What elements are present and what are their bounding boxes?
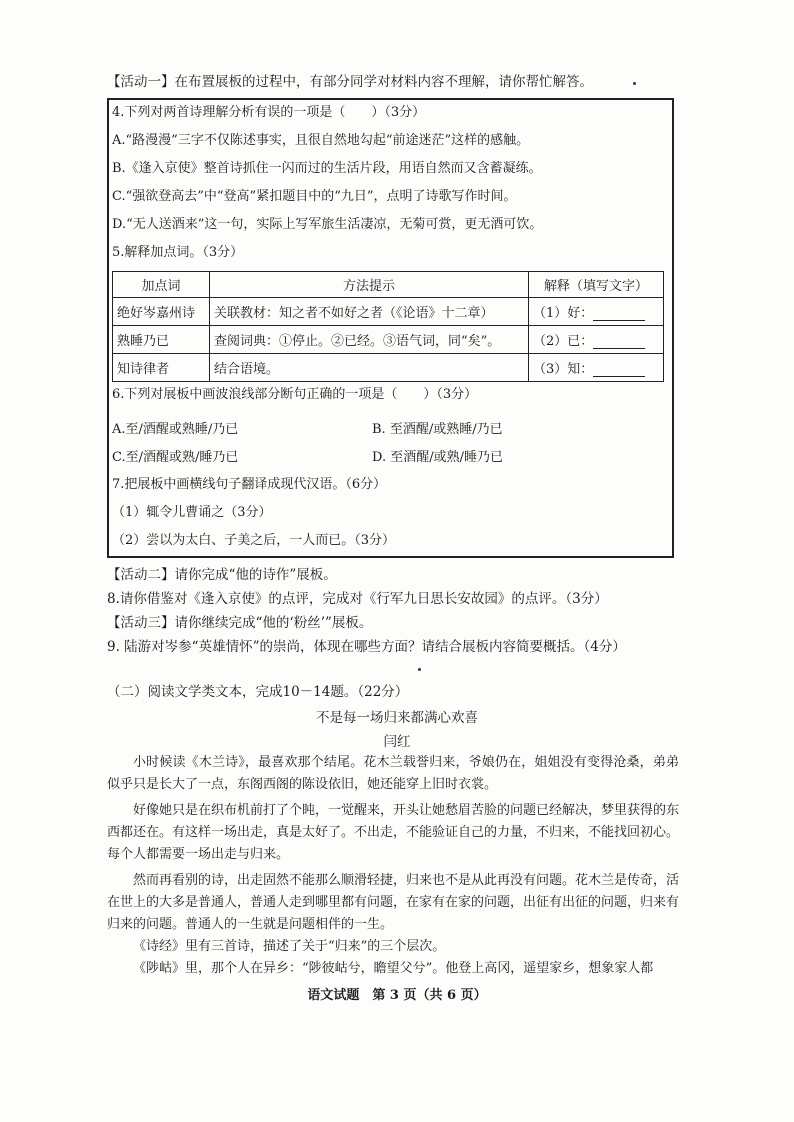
activity2-intro: 【活动二】请你完成“他的诗作”展板。	[107, 567, 337, 583]
answer-label: （2）已：	[533, 334, 594, 349]
q5-table	[112, 271, 664, 382]
table-cell: 结合语境。	[210, 354, 529, 382]
table-header: 解释（填写文字）	[529, 272, 664, 298]
article-paragraph-4: 《诗经》里有三首诗，描述了关于“归来”的三个层次。	[133, 939, 446, 954]
table-cell: 关联教材：知之者不如好之者（《论语》十二章）	[210, 298, 529, 326]
table-cell: 绝好岑嘉州诗	[113, 298, 210, 326]
q6-option-b: B. 至酒醒/或熟睡/乃已	[372, 422, 503, 437]
q7-item-1: （1）辄令儿曹诵之（3分）	[112, 505, 272, 520]
q7-stem: 7.把展板中画横线句子翻译成现代汉语。（6分）	[112, 477, 387, 492]
q6-option-d: D. 至酒醒/或熟/睡乃已	[372, 450, 503, 465]
q5-stem: 5.解释加点词。（3分）	[112, 245, 244, 260]
article-author: 闫红	[383, 734, 411, 750]
section2-heading: （二）阅读文学类文本，完成10－14题。（22分）	[107, 684, 409, 700]
table-row	[113, 354, 664, 382]
q4-option-a: A.“路漫漫”三字不仅陈述事实，且很自然地勾起“前途迷茫”这样的感触。	[112, 133, 530, 148]
table-row	[113, 298, 664, 326]
q4-option-c: C.“强欲登高去”中“登高”紧扣题目中的“九日”，点明了诗歌写作时间。	[112, 189, 517, 204]
article-paragraph-5: 《陟岵》里，那个人在异乡：“陟彼岵兮，瞻望父兮”。他登上高冈，遥望家乡，想象家人都	[133, 961, 654, 976]
activity3-intro: 【活动三】请你继续完成“他的‘粉丝’”展板。	[107, 615, 373, 631]
q6-option-a: A.至/酒醒或熟睡/乃已	[112, 422, 239, 437]
answer-label: （1）好：	[533, 306, 594, 321]
ink-dot	[418, 668, 421, 671]
answer-blank[interactable]	[593, 362, 645, 377]
table-cell: 查阅词典：①停止。②已经。③语气词，同“矣”。	[210, 326, 529, 354]
answer-blank[interactable]	[593, 306, 645, 321]
q9-stem: 9. 陆游对岑参“英雄情怀”的崇尚，体现在哪些方面？请结合展板内容简要概括。（4分）	[107, 639, 626, 655]
table-header: 方法提示	[210, 272, 529, 298]
q4-stem: 4.下列对两首诗理解分析有误的一项是（ ）（3分）	[112, 105, 426, 120]
q4-option-b: B.《逢入京使》整首诗抓住一闪而过的生活片段，用语自然而又含蓄凝练。	[112, 161, 542, 176]
answer-label: （3）知：	[533, 362, 594, 377]
answer-cell	[529, 326, 664, 354]
answer-cell	[529, 354, 664, 382]
question-box	[107, 98, 674, 558]
q6-option-c: C.至/酒醒或熟/睡乃已	[112, 450, 239, 465]
q8-stem: 8.请你借鉴对《逢入京使》的点评，完成对《行军九日思长安故园》的点评。（3分）	[107, 591, 608, 607]
table-cell: 知诗律者	[113, 354, 210, 382]
table-header-row	[113, 272, 664, 298]
q6-stem: 6.下列对展板中画波浪线部分断句正确的一项是（ ）（3分）	[112, 387, 478, 402]
article-title: 不是每一场归来都满心欢喜	[316, 710, 478, 726]
table-row	[113, 326, 664, 354]
ink-dot	[633, 82, 636, 85]
answer-blank[interactable]	[593, 334, 645, 349]
q4-option-d: D.“无人送酒来”这一句，实际上写军旅生活凄凉，无菊可赏，更无酒可饮。	[112, 217, 543, 232]
page-footer: 语文试题 第 3 页（共 6 页）	[307, 988, 487, 1003]
table-cell: 熟睡乃已	[113, 326, 210, 354]
article-paragraph-1: 小时候读《木兰诗》，最喜欢那个结尾。花木兰载誉归来，爷娘仍在，姐姐没有变得沧桑，弟弟似乎只是长大了一点，东阁西阁的陈设依旧，她还能穿上旧时衣裳。	[107, 755, 679, 792]
q7-item-2: （2）尝以为太白、子美之后，一人而已。（3分）	[112, 533, 396, 548]
table-header: 加点词	[113, 272, 210, 298]
article-paragraph-2: 好像她只是在织布机前打了个盹，一觉醒来，开头让她愁眉苦脸的问题已经解决，梦里获得的东西都还在。有这样一场出走，真是太好了。不出走，不能验证自己的力量，不归来，不能找回初心。每个人都需要一场出走与归来。	[107, 803, 680, 862]
activity1-intro: 【活动一】在布置展板的过程中，有部分同学对材料内容不理解，请你帮忙解答。	[107, 74, 593, 90]
article-paragraph-3: 然而再看别的诗，出走固然不能那么顺滑轻捷，归来也不是从此再没有问题。花木兰是传奇，活在世上的大多是普通人，普通人走到哪里都有问题，在家有在家的问题，出征有出征的问题，归来有归来的问题。普通人的一生就是问题相伴的一生。	[107, 873, 680, 932]
answer-cell	[529, 298, 664, 326]
